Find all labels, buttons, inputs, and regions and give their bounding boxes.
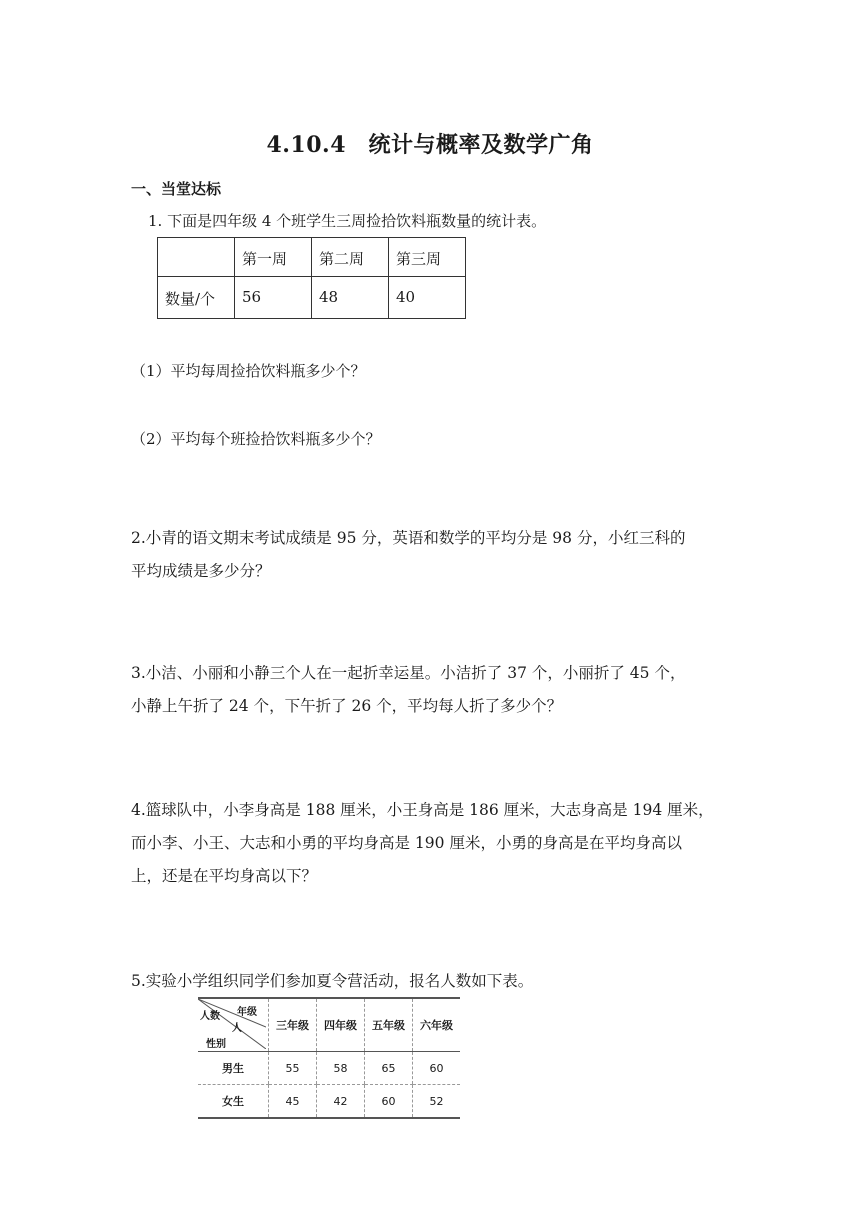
table-cell: 45 (269, 1085, 317, 1119)
table-cell: 42 (317, 1085, 365, 1119)
table-header-cell: 第三周 (389, 238, 466, 277)
table-cell: 48 (312, 277, 389, 319)
table-header-cell: 五年级 (365, 998, 413, 1052)
question-2-line: 2.小青的语文期末考试成绩是 95 分，英语和数学的平均分是 98 分，小红三科的 (131, 529, 686, 547)
diagonal-header-cell (198, 998, 269, 1052)
question-2 (131, 522, 735, 588)
bottle-count-table (157, 237, 466, 319)
table-row (158, 277, 466, 319)
table-header-cell: 第一周 (235, 238, 312, 277)
table-cell: 60 (365, 1085, 413, 1119)
table-cell: 58 (317, 1052, 365, 1085)
table-header-cell: 第二周 (312, 238, 389, 277)
question-3 (131, 657, 735, 723)
table-header-cell: 六年级 (413, 998, 461, 1052)
table-header-cell (158, 238, 235, 277)
table-row (198, 1085, 460, 1119)
question-3-line: 小静上午折了 24 个，下午折了 26 个，平均每人折了多少个？ (131, 697, 563, 715)
question-5-text: 5.实验小学组织同学们参加夏令营活动，报名人数如下表。 (131, 972, 534, 990)
table-cell: 60 (413, 1052, 461, 1085)
question-1-sub-2: （2）平均每个班捡拾饮料瓶多少个？ (131, 430, 381, 448)
table-cell: 55 (269, 1052, 317, 1085)
question-3-line: 3.小洁、小丽和小静三个人在一起折幸运星。小洁折了 37 个，小丽折了 45 个， (131, 664, 686, 682)
page-title: 4.10.4 统计与概率及数学广角 (266, 132, 594, 158)
table-header-row (158, 238, 466, 277)
corner-label-person: 人 (232, 1023, 242, 1034)
table-row-label: 数量/个 (158, 277, 235, 319)
camp-signup-table (198, 997, 460, 1119)
corner-label-count: 人数 (200, 1011, 220, 1022)
table-cell: 56 (235, 277, 312, 319)
question-4-line: 而小李、小王、大志和小勇的平均身高是 190 厘米，小勇的身高是在平均身高以 (131, 834, 682, 852)
section-heading: 一、当堂达标 (131, 180, 222, 198)
corner-label-gender: 性别 (206, 1039, 226, 1050)
question-1-text: 1. 下面是四年级 4 个班学生三周捡拾饮料瓶数量的统计表。 (148, 212, 547, 230)
table-header-cell: 三年级 (269, 998, 317, 1052)
table-row (198, 1052, 460, 1085)
table-cell: 52 (413, 1085, 461, 1119)
question-4-line: 4.篮球队中，小李身高是 188 厘米，小王身高是 186 厘米，大志身高是 194 厘米， (131, 801, 714, 819)
question-4-line: 上，还是在平均身高以下？ (131, 867, 318, 885)
table-header-row (198, 998, 460, 1052)
table-cell: 65 (365, 1052, 413, 1085)
table-row-label: 男生 (198, 1052, 269, 1085)
question-4 (131, 794, 735, 893)
corner-label-grade: 年级 (237, 1007, 257, 1018)
table-header-cell: 四年级 (317, 998, 365, 1052)
question-1-sub-1: （1）平均每周捡拾饮料瓶多少个？ (131, 362, 366, 380)
table-cell: 40 (389, 277, 466, 319)
question-2-line: 平均成绩是多少分？ (131, 562, 271, 580)
table-row-label: 女生 (198, 1085, 269, 1119)
